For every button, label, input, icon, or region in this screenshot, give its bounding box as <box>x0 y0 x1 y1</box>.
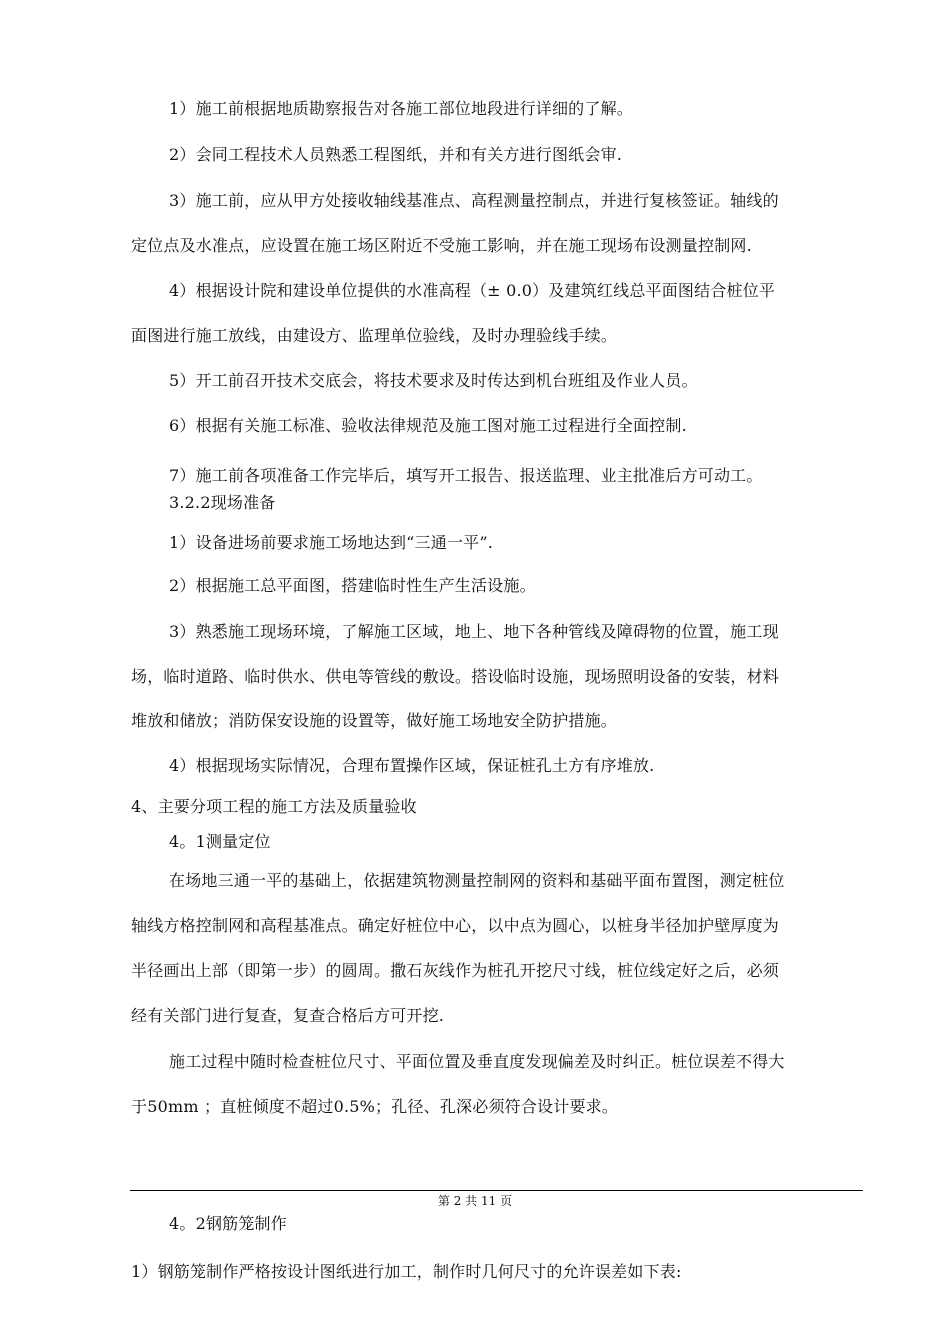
subsection-heading: 4。2钢筋笼制作 <box>169 1214 287 1233</box>
text-line: 2）会同工程技术人员熟悉工程图纸，并和有关方进行图纸会审. <box>169 145 623 164</box>
page-number: 第 2 共 11 页 <box>437 1194 513 1208</box>
text-line: 经有关部门进行复查，复查合格后方可开挖. <box>131 1006 445 1025</box>
text-line: 4）根据现场实际情况，合理布置操作区域，保证桩孔土方有序堆放. <box>169 756 655 775</box>
subsection-heading: 4。1测量定位 <box>169 832 271 851</box>
text-line: 2）根据施工总平面图，搭建临时性生产生活设施。 <box>169 576 536 595</box>
text-line: 3）熟悉施工现场环境，了解施工区域，地上、地下各种管线及障碍物的位置，施工现 <box>169 622 779 641</box>
text-line: 定位点及水准点，应设置在施工场区附近不受施工影响，并在施工现场布设测量控制网. <box>131 236 752 255</box>
text-line: 轴线方格控制网和高程基准点。确定好桩位中心，以中点为圆心，以桩身半径加护壁厚度为 <box>131 916 780 935</box>
text-line: 7）施工前各项准备工作完毕后，填写开工报告、报送监理、业主批准后方可动工。 <box>169 466 763 485</box>
footer-divider <box>130 1190 863 1191</box>
text-line: 施工过程中随时检查桩位尺寸、平面位置及垂直度发现偏差及时纠正。桩位误差不得大 <box>169 1052 785 1071</box>
text-line: 1）设备进场前要求施工场地达到“三通一平”. <box>169 533 494 552</box>
text-line: 于50mm ；直桩倾度不超过0.5%；孔径、孔深必须符合设计要求。 <box>131 1097 619 1116</box>
text-line: 3）施工前，应从甲方处接收轴线基准点、高程测量控制点，并进行复核签证。轴线的 <box>169 191 779 210</box>
text-line: 场，临时道路、临时供水、供电等管线的敷设。搭设临时设施，现场照明设备的安装，材料 <box>131 667 780 686</box>
text-line: 4）根据设计院和建设单位提供的水准高程（± 0.0）及建筑红线总平面图结合桩位平 <box>169 281 776 300</box>
text-line: 在场地三通一平的基础上，依据建筑物测量控制网的资料和基础平面布置图，测定桩位 <box>169 871 785 890</box>
text-line: 6）根据有关施工标准、验收法律规范及施工图对施工过程进行全面控制. <box>169 416 687 435</box>
text-line: 面图进行施工放线，由建设方、监理单位验线，及时办理验线手续。 <box>131 326 618 345</box>
section-heading: 4、主要分项工程的施工方法及质量验收 <box>131 797 417 816</box>
text-line: 1）钢筋笼制作严格按设计图纸进行加工，制作时几何尺寸的允许误差如下表: <box>131 1262 682 1281</box>
text-line: 1）施工前根据地质勘察报告对各施工部位地段进行详细的了解。 <box>169 99 633 118</box>
text-line: 5）开工前召开技术交底会，将技术要求及时传达到机台班组及作业人员。 <box>169 371 698 390</box>
text-line: 半径画出上部（即第一步）的圆周。撒石灰线作为桩孔开挖尺寸线，桩位线定好之后，必须 <box>131 961 780 980</box>
section-heading: 3.2.2现场准备 <box>169 493 276 512</box>
text-line: 堆放和储放；消防保安设施的设置等，做好施工场地安全防护措施。 <box>131 711 618 730</box>
